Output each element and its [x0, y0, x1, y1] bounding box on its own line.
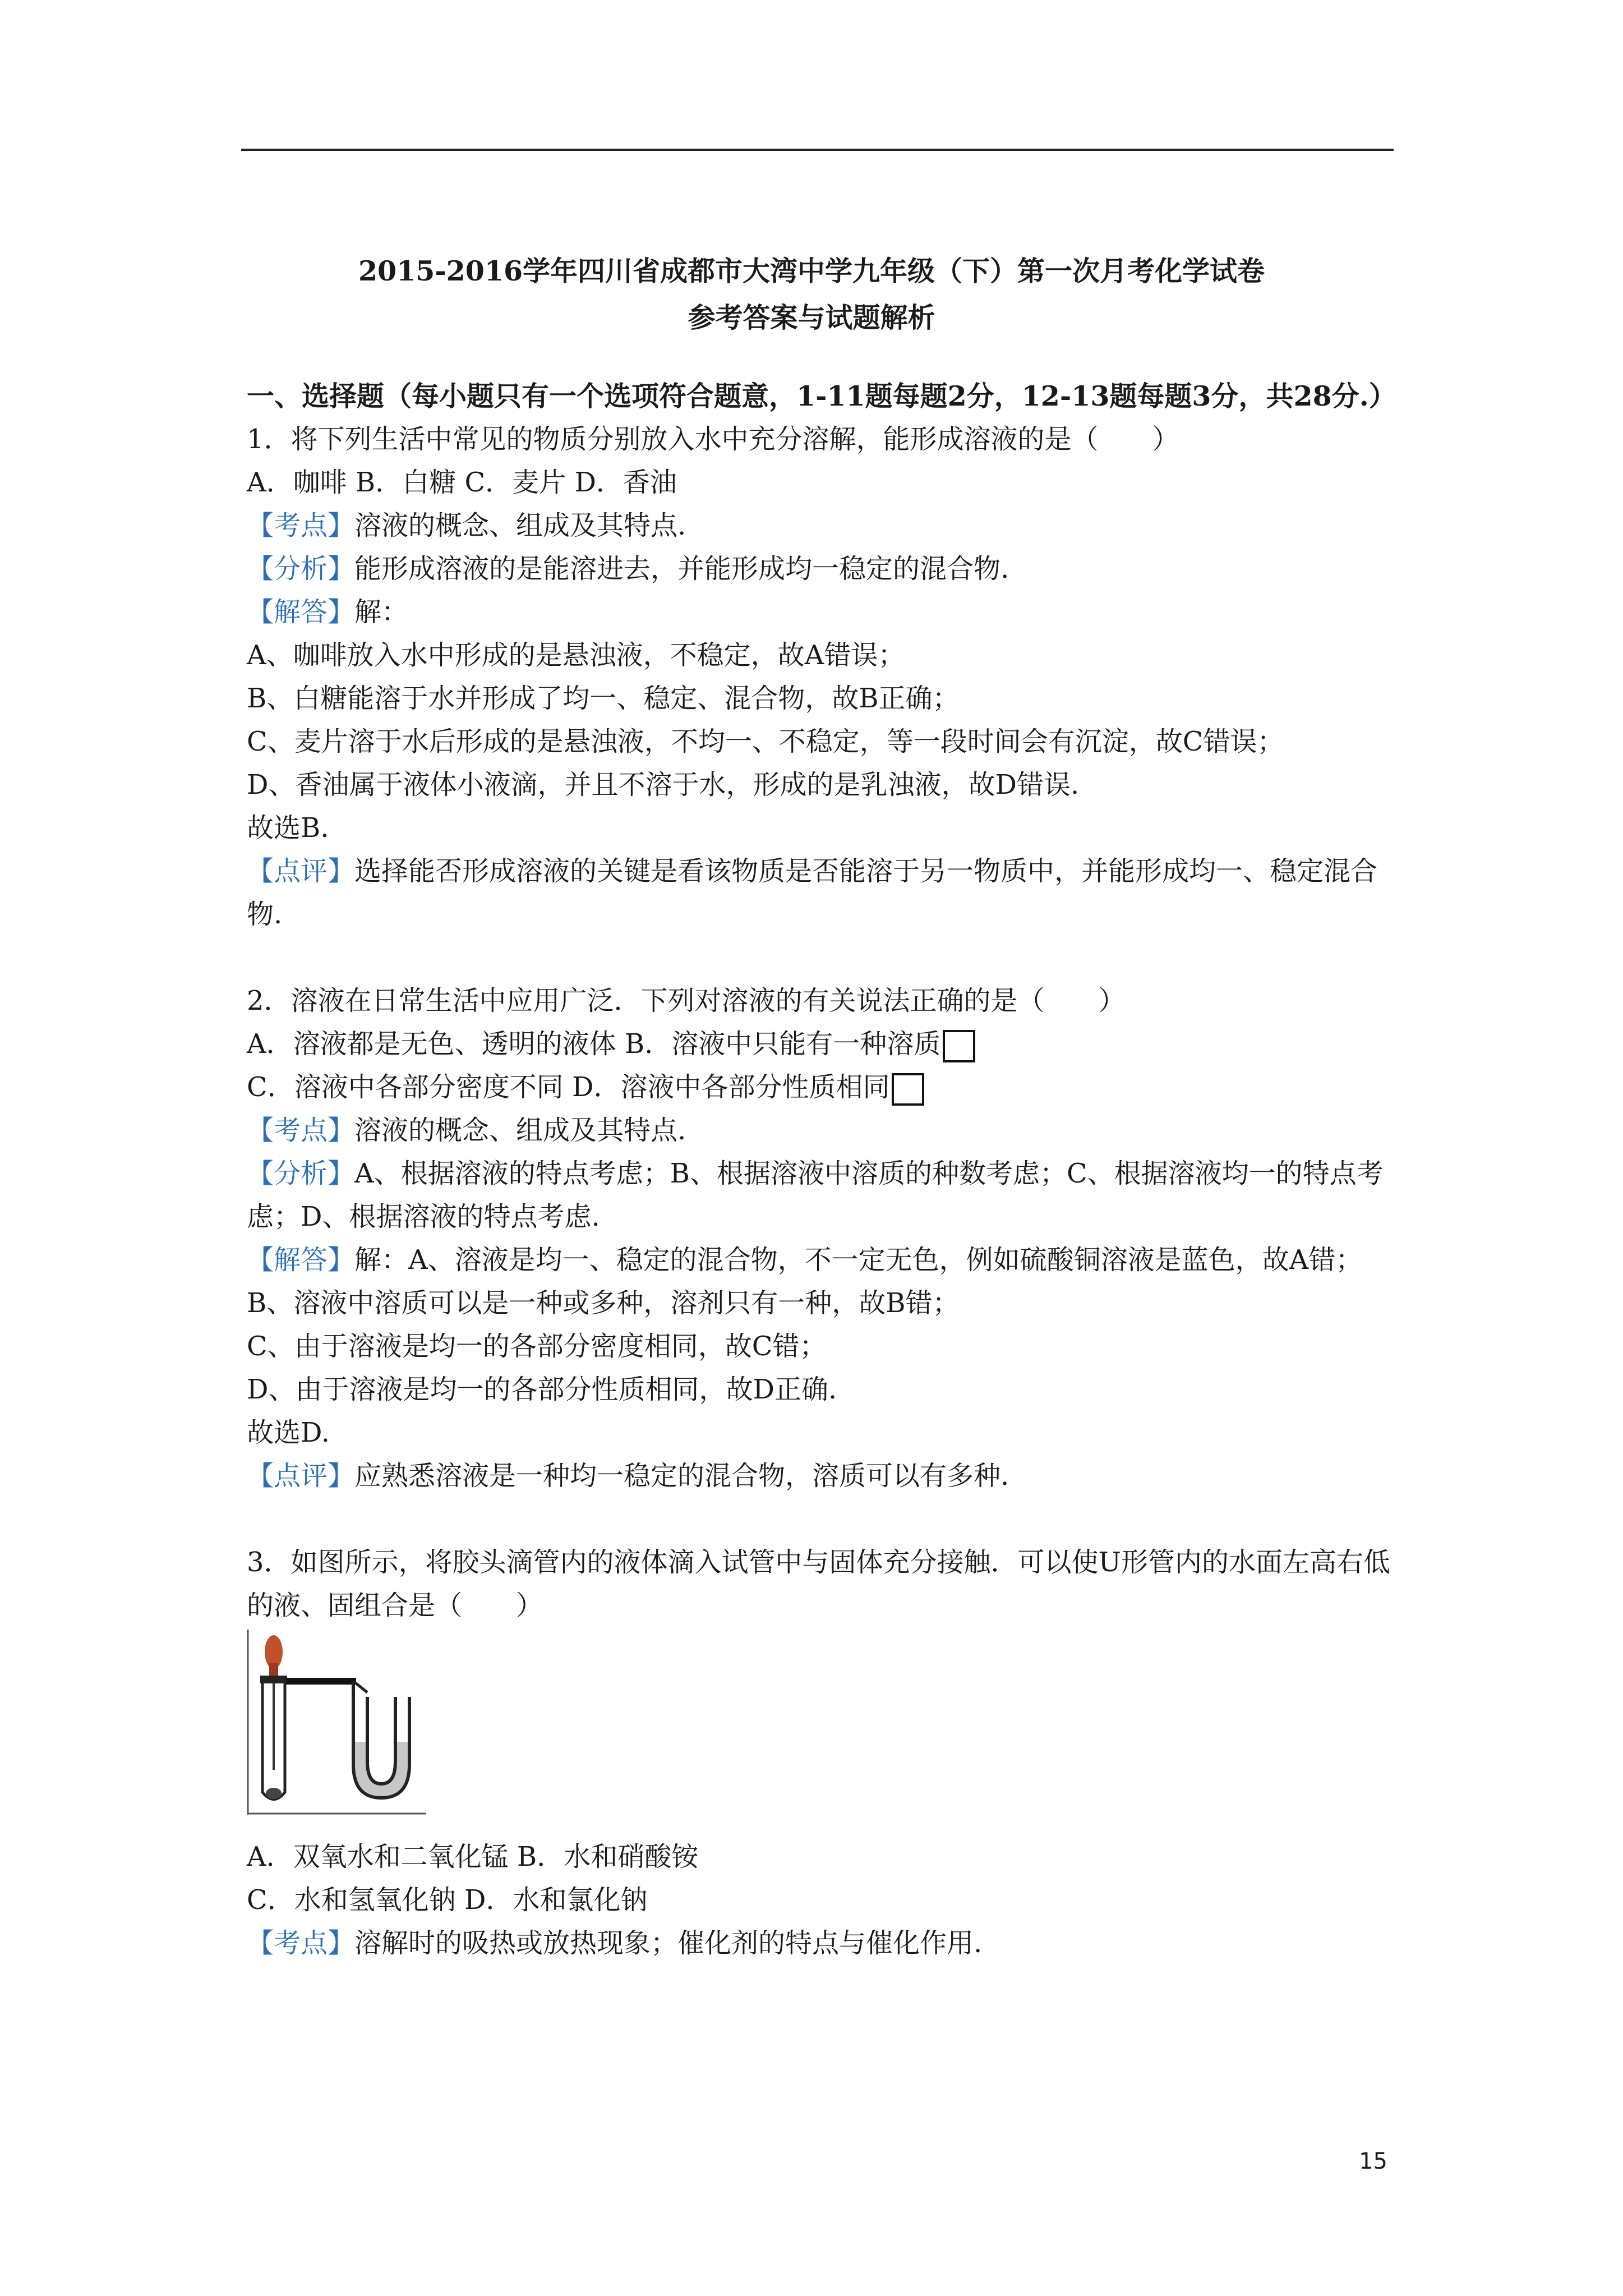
q1-kaodian — [247, 504, 1391, 547]
q2-answer-b: B、溶液中溶质可以是一种或多种，溶剂只有一种，故B错； — [247, 1287, 960, 1319]
kaodian-tag: 【考点】 — [247, 1115, 355, 1146]
q2-answer-d: D、由于溶液是均一的各部分性质相同，故D正确. — [247, 1374, 837, 1405]
q2-answer-c: C、由于溶液是均一的各部分密度相同，故C错； — [247, 1331, 827, 1362]
document-body — [247, 375, 1396, 1965]
q1-jieda-text: 解： — [354, 596, 409, 628]
dianping-tag: 【点评】 — [247, 1460, 355, 1492]
q2-dianping-text: 应熟悉溶液是一种均一稳定的混合物，溶质可以有多种. — [354, 1460, 1009, 1492]
fenxi-tag: 【分析】 — [247, 553, 355, 585]
q2-jieda-text: 解：A、溶液是均一、稳定的混合物，不一定无色，例如硫酸铜溶液是蓝色，故A错； — [354, 1244, 1363, 1276]
q1-answer-d: D、香油属于液体小液滴，并且不溶于水，形成的是乳浊液，故D错误. — [247, 769, 1080, 800]
fenxi-tag: 【分析】 — [247, 1158, 355, 1189]
jieda-tag: 【解答】 — [247, 596, 355, 628]
empty-answer-box — [943, 1030, 975, 1062]
q1-options: A．咖啡 B．白糖 C．麦片 D．香油 — [247, 467, 677, 498]
q1-answer-b: B、白糖能溶于水并形成了均一、稳定、混合物，故B正确； — [247, 683, 960, 714]
q2-kaodian-text: 溶液的概念、组成及其特点. — [354, 1115, 686, 1146]
document-title: 2015-2016学年四川省成都市大湾中学九年级（下）第一次月考化学试卷 — [358, 255, 1265, 287]
q2-dianping — [247, 1455, 1391, 1498]
q2-options2-text: C．溶液中各部分密度不同 D．溶液中各部分性质相同 — [247, 1071, 890, 1103]
header-rule — [241, 149, 1394, 151]
q1-answer-a: A、咖啡放入水中形成的是悬浊液，不稳定，故A错误； — [247, 639, 905, 671]
q2-stem: 2．溶液在日常生活中应用广泛．下列对溶液的有关说法正确的是（ ） — [247, 985, 1126, 1016]
q1-choice: 故选B. — [247, 812, 329, 844]
kaodian-tag: 【考点】 — [247, 1927, 355, 1959]
q2-fenxi-text: A、根据溶液的特点考虑；B、根据溶液中溶质的种数考虑；C、根据溶液均一的特点考虑；D、根据溶液的特点考虑. — [247, 1158, 1384, 1232]
q1-jieda — [247, 591, 1391, 634]
document-subtitle: 参考答案与试题解析 — [688, 301, 935, 334]
q2-options1-text: A．溶液都是无色、透明的液体 B．溶液中只能有一种溶质 — [247, 1028, 941, 1060]
q1-kaodian-text: 溶液的概念、组成及其特点. — [354, 510, 686, 541]
empty-answer-box — [892, 1073, 924, 1106]
q3-stem: 3．如图所示，将胶头滴管内的液体滴入试管中与固体充分接触．可以使U形管内的水面左高右低的液、固组合是（ ） — [247, 1547, 1390, 1621]
q2-jieda — [247, 1239, 1391, 1282]
q3-kaodian-text: 溶解时的吸热或放热现象；催化剂的特点与催化作用. — [354, 1927, 983, 1959]
q2-fenxi — [247, 1152, 1391, 1239]
section-heading: 一、选择题（每小题只有一个选项符合题意，1-11题每题2分，12-13题每题3分，共28分.） — [247, 380, 1396, 412]
q1-fenxi — [247, 547, 1391, 591]
q1-fenxi-text: 能形成溶液的是能溶进去，并能形成均一稳定的混合物. — [354, 553, 1009, 585]
q3-options-row2: C．水和氢氧化钠 D．水和氯化钠 — [247, 1884, 648, 1916]
page-number: 15 — [1359, 2148, 1387, 2174]
q2-options-row1 — [247, 1023, 1391, 1066]
q3-options-row1: A．双氧水和二氧化锰 B．水和硝酸铵 — [247, 1841, 699, 1872]
q1-answer-c: C、麦片溶于水后形成的是悬浊液，不均一、不稳定，等一段时间会有沉淀，故C错误； — [247, 726, 1284, 757]
q1-dianping — [247, 850, 1391, 936]
q2-choice: 故选D. — [247, 1417, 330, 1448]
q1-stem: 1．将下列生活中常见的物质分别放入水中充分溶解，能形成溶液的是（ ） — [247, 424, 1179, 455]
q3-kaodian — [247, 1922, 1391, 1965]
q1-dianping-text: 选择能否形成溶液的关键是看该物质是否能溶于另一物质中，并能形成均一、稳定混合物. — [247, 855, 1378, 930]
dianping-tag: 【点评】 — [247, 855, 355, 887]
jieda-tag: 【解答】 — [247, 1244, 355, 1276]
q2-kaodian — [247, 1109, 1391, 1152]
u-tube-apparatus-figure — [247, 1630, 426, 1815]
q2-options-row2 — [247, 1066, 1391, 1109]
kaodian-tag: 【考点】 — [247, 510, 355, 541]
